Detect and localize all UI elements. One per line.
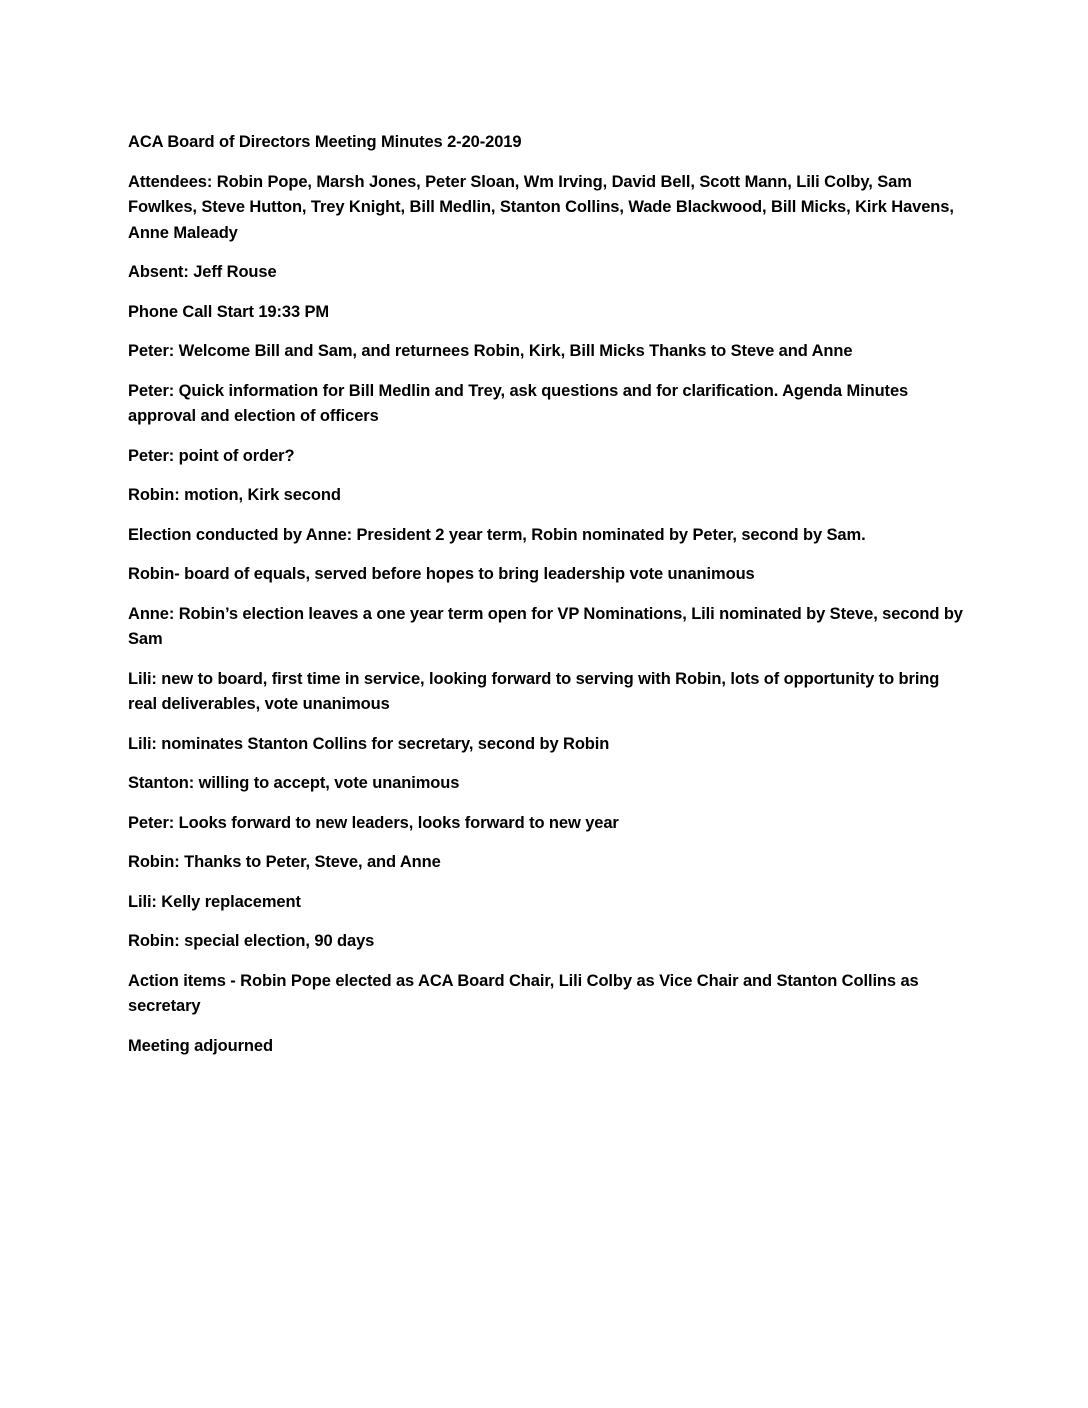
paragraph: Robin: Thanks to Peter, Steve, and Anne — [128, 853, 441, 871]
paragraph: Lili: new to board, first time in service, looking forward to serving with Robin, lots of opportunity to bring real deliverables, vote unanimous — [128, 669, 940, 713]
paragraph: Peter: Looks forward to new leaders, looks forward to new year — [128, 813, 619, 832]
paragraph: Peter: Quick information for Bill Medlin and Trey, ask questions and for clarification. Agenda Minutes approval and election of officers — [128, 381, 909, 425]
paragraph: Attendees: Robin Pope, Marsh Jones, Peter Sloan, Wm Irving, David Bell, Scott Mann, Lili Colby, Sam Fowlkes, Steve Hutton, Trey Knight, Bill Medlin, Stanton Collins, Wade Blackwood, Bill Micks, Kirk Havens, Anne Maleady — [128, 172, 954, 242]
paragraph: Peter: point of order? — [128, 446, 295, 465]
paragraph: Phone Call Start 19:33 PM — [128, 302, 330, 321]
paragraph: Meeting adjourned — [128, 1036, 273, 1055]
paragraph: Action items - Robin Pope elected as ACA Board Chair, Lili Colby as Vice Chair and Stanton Collins as secretary — [128, 971, 919, 1015]
paragraph: Absent: Jeff Rouse — [128, 263, 277, 281]
paragraph: Robin: motion, Kirk second — [128, 486, 341, 504]
paragraph: Robin: special election, 90 days — [128, 932, 375, 950]
paragraph: Election conducted by Anne: President 2 year term, Robin nominated by Peter, second by Sam. — [128, 525, 866, 544]
document-title: ACA Board of Directors Meeting Minutes 2-20-2019 — [128, 133, 522, 151]
paragraph: Lili: nominates Stanton Collins for secretary, second by Robin — [128, 734, 610, 753]
paragraph: Robin- board of equals, served before hopes to bring leadership vote unanimous — [128, 565, 755, 583]
paragraph: Anne: Robin’s election leaves a one year term open for VP Nominations, Lili nominated by Steve, second by Sam — [128, 604, 963, 648]
paragraph: Peter: Welcome Bill and Sam, and returnees Robin, Kirk, Bill Micks Thanks to Steve and Anne — [128, 342, 853, 360]
paragraph: Lili: Kelly replacement — [128, 892, 301, 911]
paragraph: Stanton: willing to accept, vote unanimous — [128, 774, 460, 792]
document-body — [128, 170, 964, 1060]
document-content — [128, 130, 964, 1073]
